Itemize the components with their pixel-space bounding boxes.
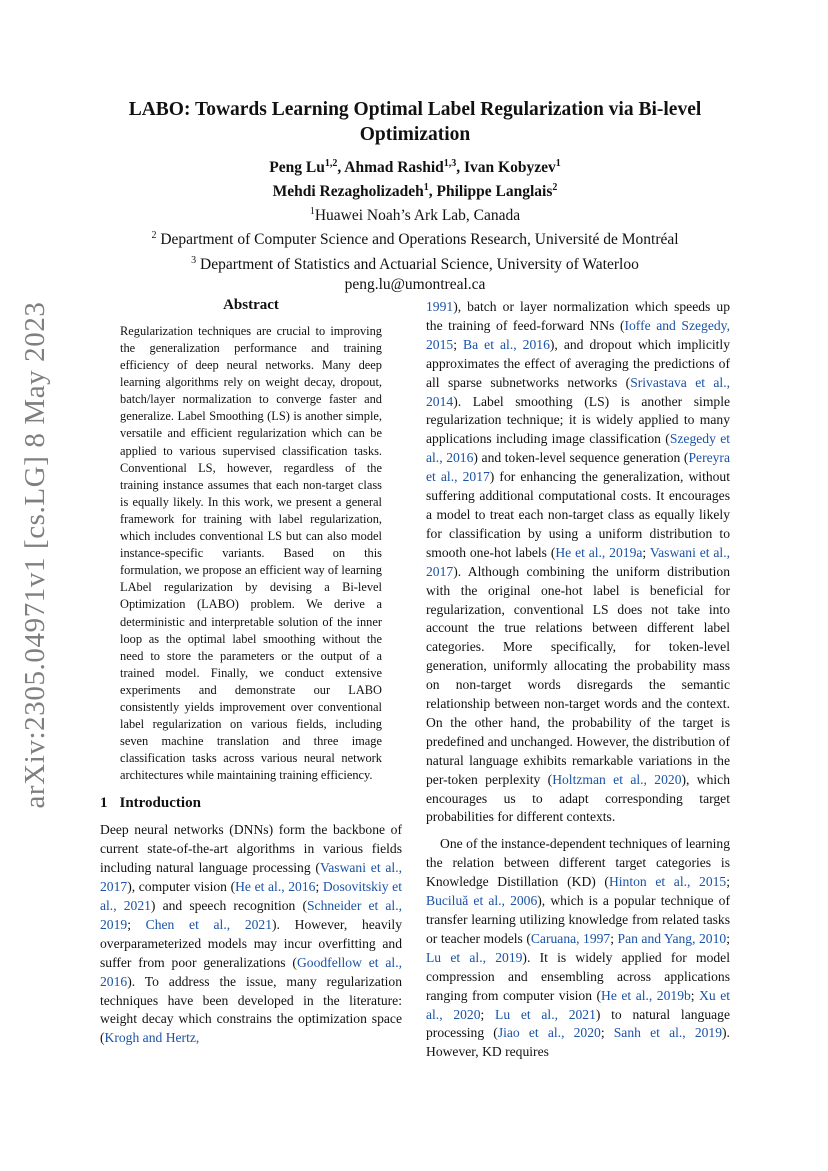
citation-link[interactable]: Buciluă et al., 2006 xyxy=(426,893,538,909)
arxiv-identifier-stamp: arXiv:2305.04971v1 [cs.LG] 8 May 2023 xyxy=(19,301,51,809)
abstract-body xyxy=(100,323,402,785)
citation-link[interactable]: Szegedy et al., 2016 xyxy=(426,431,731,466)
author-name: Philippe Langlais xyxy=(436,183,553,201)
left-column xyxy=(100,296,402,1048)
section-title: Introduction xyxy=(119,795,201,812)
citation-link[interactable]: Holtzman et al., 2020 xyxy=(552,771,682,787)
citation-link[interactable]: Krogh and Hertz, xyxy=(104,1030,200,1046)
citation-link[interactable]: Pan and Yang, 2010 xyxy=(617,930,727,946)
citation-link[interactable]: Pereyra et al., 2017 xyxy=(426,450,730,485)
author-block xyxy=(100,154,730,295)
citation-link[interactable]: Vaswani et al., 2017 xyxy=(100,860,402,895)
author-affiliation-mark: 1,2 xyxy=(324,158,338,169)
affiliation-1: $^1$Huawei Noah’s Ark Lab, Canada xyxy=(309,206,521,225)
citation-link[interactable]: Lu et al., 2019 xyxy=(426,949,523,965)
title-line-2: Optimization xyxy=(359,124,471,145)
section-heading-introduction xyxy=(100,794,402,813)
title-line-1: LABO: Towards Learning Optimal Label Regularization via Bi-level xyxy=(128,99,702,120)
author-affiliation-mark: 2 xyxy=(552,182,558,194)
citation-link[interactable]: Caruana, 1997 xyxy=(530,930,611,946)
author-affiliation-mark: 1 xyxy=(555,158,561,169)
abstract-text: Regularization techniques are crucial to improving the generalization performance and training efficiency of deep neural networks. Many deep learning algorithms rely on weight decay, dropout, batch/layer normalization to converge faster and generalize. Label Smoothing (LS) is another simple, versatile and efficient regularization which can be applied to various supervised classification tasks. Conventional LS, however, regardless of the training instance assumes that each non-target class is equally likely. In this work, we present a general framework for training with label regularization, which includes conventional LS but can also model instance-specific variants. Based on this formulation, we propose an efficient way of learning LAbel regularization by devising a Bi-level Optimization (LABO) problem. We derive a deterministic and interpretable solution of the inner loop as the optimal label smoothing without the need to store the parameters or the output of a trained model. Finally, we conduct extensive experiments and demonstrate our LABO consistently yields improvement over conventional label regularization on various fields, including seven machine translation and three image classification tasks across various neural network architectures while maintaining training efficiency. xyxy=(120,323,382,783)
citation-link[interactable]: Jiao et al., 2020 xyxy=(497,1025,601,1041)
affiliation-3: $^3$ Department of Statistics and Actuarial Science, University of Waterloo xyxy=(191,254,639,273)
citation-link[interactable]: Dosovitskiy et al., 2021 xyxy=(100,879,402,913)
citation-link[interactable]: Sanh et al., 2019 xyxy=(613,1025,723,1041)
author-affiliation-mark: 1 xyxy=(423,182,429,194)
citation-link[interactable]: He et al., 2019a xyxy=(555,544,643,560)
intro-paragraph-1-continued: 1991), batch or layer normalization which speeds up the training of feed-forward NNs (Ioffe and Szegedy, 2015; Ba et al., 2016), and dropout which implicitly approximates the effect of averaging the predictions of all sparse subnetworks networks (Srivastava et al., 2014). Label smoothing (LS) is another simple regularization technique; it is widely applied to many applications including image classification (Szegedy et al., 2016) and token-level sequence generation (Pereyra et al., 2017) for enhancing the generalization, without suffering additional computational costs. It encourages a model to treat each non-target class as equally likely for classification by using a uniform distribution to smooth one-hot labels (He et al., 2019a; Vaswani et al., 2017). Although combining the uniform distribution with the original one-hot label is beneficial for regularization, conventional LS does not take into account the true relations between different label categories. More specifically, for token-level generation, uniformly allocating the probability mass on non-target words disregards the semantic relationship between non-target words and the context. On the other hand, the probability of the target is predefined and unchanged. However, the distribution of natural language exhibits remarkable variations in the per-token perplexity (Holtzman et al., 2020), which encourages us to adapt corresponding target probabilities for different contexts. xyxy=(426,299,731,825)
citation-link[interactable]: He et al., 2016 xyxy=(235,879,316,895)
author-line-1 xyxy=(100,154,730,178)
citation-link[interactable]: Hinton et al., 2015 xyxy=(608,874,727,890)
citation-link[interactable]: Schneider et al., 2019 xyxy=(100,897,402,932)
citation-link[interactable]: Xu et al., 2020 xyxy=(426,987,730,1022)
author-line-2 xyxy=(100,178,730,202)
citation-link[interactable]: Lu et al., 2021 xyxy=(495,1006,596,1022)
author-separator: , xyxy=(337,159,345,177)
author-affiliation-mark: 1,3 xyxy=(443,158,457,169)
section-number: 1 xyxy=(100,795,108,812)
abstract-heading: Abstract xyxy=(223,297,279,313)
citation-link[interactable]: Vaswani et al., 2017 xyxy=(426,544,730,579)
author-name: Peng Lu xyxy=(269,159,325,177)
right-column xyxy=(426,298,730,1062)
citation-link[interactable]: He et al., 2019b xyxy=(601,987,691,1003)
affiliation-2: $^2$ Department of Computer Science and Operations Research, Université de Montréal xyxy=(151,230,679,249)
intro-paragraph-2: One of the instance-dependent techniques of learning the relation between different target categories is Knowledge Distillation (KD) (Hinton et al., 2015; Buciluă et al., 2006), which is a popular technique of transfer learning utilizing knowledge from related tasks or teacher models (Caruana, 1997; Pan and Yang, 2010; Lu et al., 2019). It is widely applied for model compression and ensembling across applications ranging from computer vision (He et al., 2019b; Xu et al., 2020; Lu et al., 2021) to natural language processing (Jiao et al., 2020; Sanh et al., 2019). However, KD requires xyxy=(426,836,730,1060)
author-email: peng.lu@umontreal.ca xyxy=(344,275,486,293)
citation-link[interactable]: Srivastava et al., 2014 xyxy=(426,374,731,409)
author-separator: , xyxy=(456,159,464,177)
author-name: Ivan Kobyzev xyxy=(464,159,556,177)
citation-link[interactable]: Goodfellow et al., 2016 xyxy=(100,954,402,989)
citation-link[interactable]: 1991 xyxy=(426,299,454,314)
author-name: Ahmad Rashid xyxy=(344,159,444,177)
citation-link[interactable]: Ioffe and Szegedy, 2015 xyxy=(426,317,730,352)
author-name: Mehdi Rezagholizadeh xyxy=(272,183,424,201)
citation-link[interactable]: Ba et al., 2016 xyxy=(463,336,550,352)
author-separator: , xyxy=(428,183,437,201)
paper-title xyxy=(100,97,730,147)
intro-paragraph-1: Deep neural networks (DNNs) form the backbone of current state-of-the-art algorithms in various fields including natural language processing (Vaswani et al., 2017), computer vision (He et al., 2016; Dosovitskiy et al., 2021) and speech recognition (Schneider et al., 2019; Chen et al., 2021). However, heavily overparameterized models may incur overfitting and suffer from poor generalizations (Goodfellow et al., 2016). To address the issue, many regularization techniques have been developed in the literature: weight decay which constrains the optimization space (Krogh and Hertz, xyxy=(100,822,402,1046)
citation-link[interactable]: Chen et al., 2021 xyxy=(145,916,273,932)
